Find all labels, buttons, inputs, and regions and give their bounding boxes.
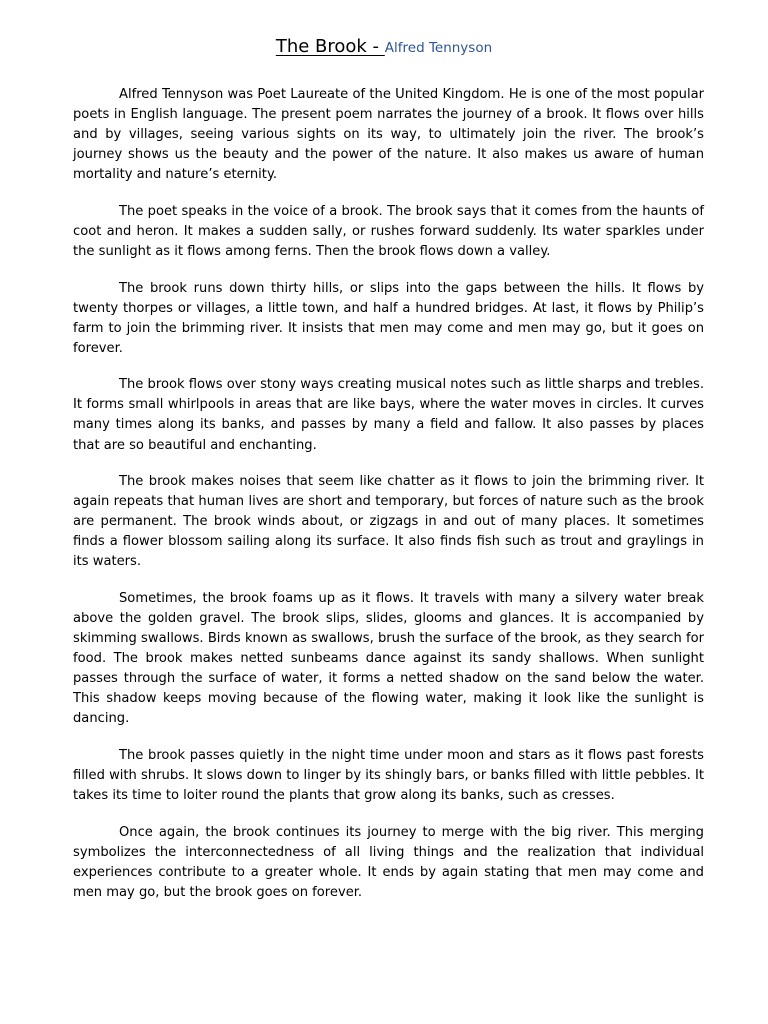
document-title: [0, 36, 768, 59]
author-name: Alfred Tennyson: [384, 40, 493, 56]
paragraph-1: Alfred Tennyson was Poet Laureate of the United Kingdom. He is one of the most popular poets in English language. The present poem narrates the journey of a brook. It flows over hills and by villages, seeing various sights on its way, to ultimately join the river. The brook’s journey shows us the beauty and the power of the nature. It also makes us aware of human mortality and nature’s eternity.: [73, 87, 704, 183]
paragraph-7: The brook passes quietly in the night time under moon and stars as it flows past forests filled with shrubs. It slows down to linger by its shingly bars, or banks filled with little pebbles. It takes its time to loiter round the plants that grow along its banks, such as cresses.: [73, 747, 704, 804]
paragraph-4: The brook flows over stony ways creating musical notes such as little sharps and trebles. It forms small whirlpools in areas that are like bays, where the water moves in circles. It curves many times along its banks, and passes by many a field and fallow. It also passes by places that are so beautiful and enchanting.: [73, 377, 704, 453]
paragraph-2: The poet speaks in the voice of a brook. The brook says that it comes from the haunts of coot and heron. It makes a sudden sally, or rushes forward suddenly. Its water sparkles under the sunlight as it flows among ferns. Then the brook flows down a valley.: [73, 203, 704, 260]
document-body: [73, 85, 704, 919]
paragraph-5: The brook makes noises that seem like chatter as it flows to join the brimming river. It again repeats that human lives are short and temporary, but forces of nature such as the brook are permanent. The brook winds about, or zigzags in and out of many places. It sometimes finds a flower blossom sailing along its surface. It also finds fish such as trout and graylings in its waters.: [73, 474, 704, 570]
paragraph-8: Once again, the brook continues its journey to merge with the big river. This merging symbolizes the interconnectedness of all living things and the realization that individual experiences contribute to a greater whole. It ends by again stating that men may come and men may go, but the brook goes on forever.: [73, 824, 704, 900]
title-text: The Brook -: [275, 36, 385, 57]
paragraph-3: The brook runs down thirty hills, or slips into the gaps between the hills. It flows by twenty thorpes or villages, a little town, and half a hundred bridges. At last, it flows by Philip’s farm to join the brimming river. It insists that men may come and men may go, but it goes on forever.: [73, 280, 704, 356]
paragraph-6: Sometimes, the brook foams up as it flows. It travels with many a silvery water break above the golden gravel. The brook slips, slides, glooms and glances. It is accompanied by skimming swallows. Birds known as swallows, brush the surface of the brook, as they search for food. The brook makes netted sunbeams dance against its sandy shallows. When sunlight passes through the surface of water, it forms a netted shadow on the sand below the water. This shadow keeps moving because of the flowing water, making it look like the sunlight is dancing.: [73, 590, 704, 727]
